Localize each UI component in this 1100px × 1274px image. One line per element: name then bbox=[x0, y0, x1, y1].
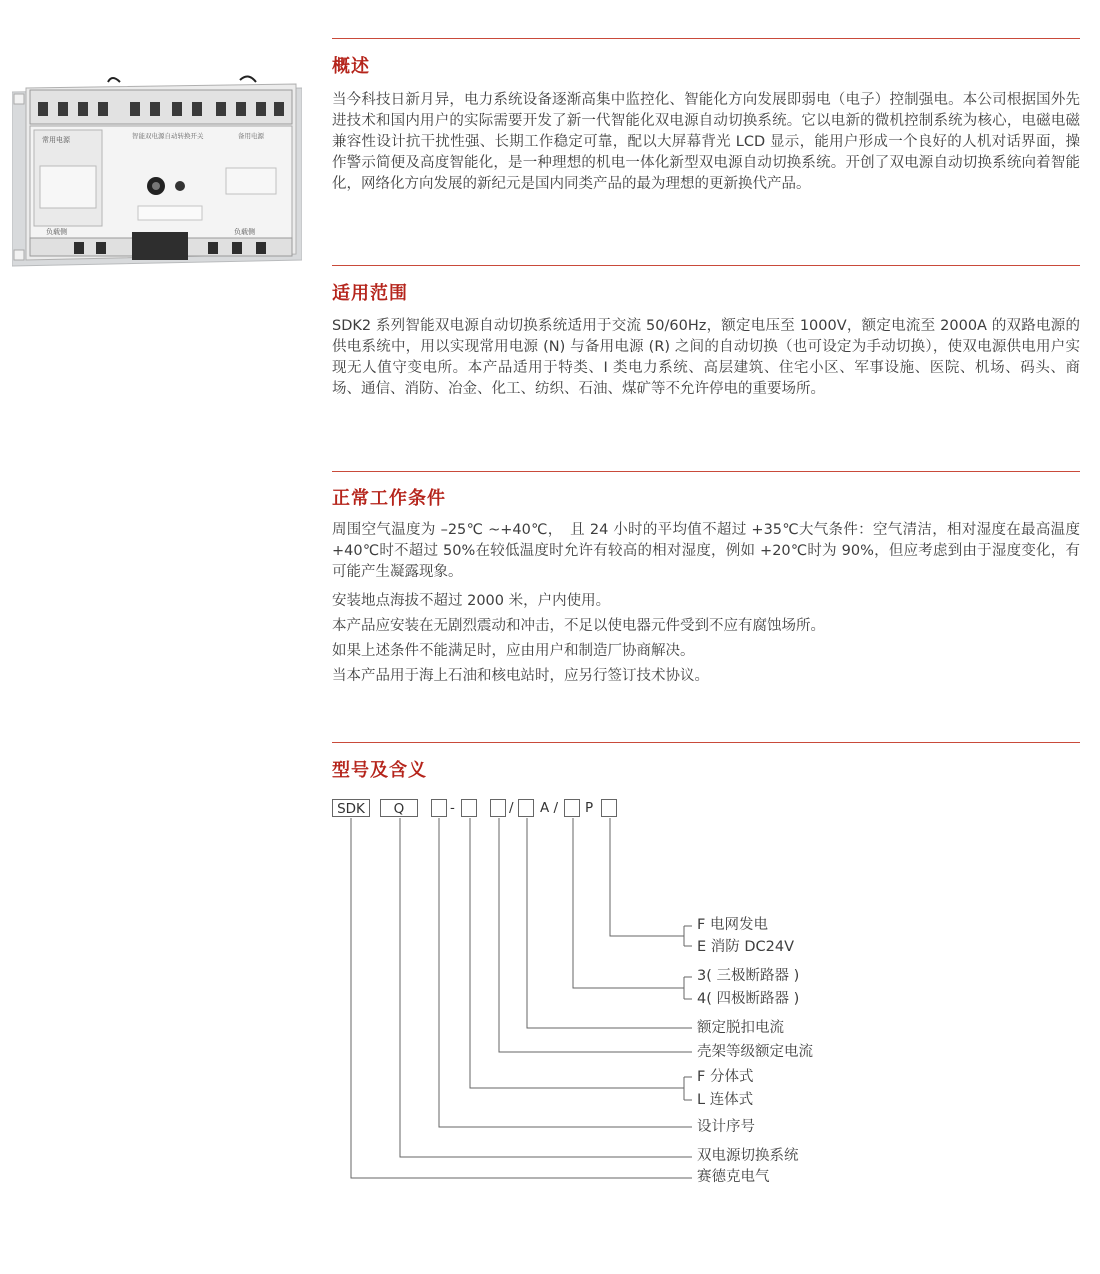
dual-power-switch-illustration bbox=[12, 74, 302, 272]
legend-item: 赛德克电气 bbox=[697, 1169, 770, 1185]
code-design-seq-box bbox=[431, 799, 447, 817]
conditions-heading: 正常工作条件 bbox=[332, 488, 446, 509]
code-q-box: Q bbox=[380, 799, 418, 817]
overview-heading: 概述 bbox=[332, 56, 370, 77]
legend-item: 额定脱扣电流 bbox=[697, 1020, 784, 1036]
section-divider bbox=[332, 471, 1080, 472]
legend-item: 4( 四极断路器 ) bbox=[697, 991, 800, 1007]
product-image bbox=[12, 74, 302, 272]
legend-item: 3( 三极断路器 ) bbox=[697, 968, 800, 984]
section-divider bbox=[332, 265, 1080, 266]
code-p: P bbox=[585, 800, 594, 816]
code-dash: - bbox=[450, 800, 455, 816]
code-frame-box bbox=[490, 799, 506, 817]
section-divider bbox=[332, 38, 1080, 39]
code-type-box bbox=[461, 799, 477, 817]
overview-text: 当今科技日新月异，电力系统设备逐渐高集中监控化、智能化方向发展即弱电（电子）控制强电。本公司根据国外先进技术和国内用户的实际需要开发了新一代智能化双电源自动切换系统。它以电新的微机控制系统为核心，电磁电磁兼容性设计抗干扰性强、长期工作稳定可靠，配以大屏幕背光 LCD 显示，能用户形成一个良好的人机对话界面，操作警示简便及高度智能化，是一种理想的机电一体化新型双电源自动切换系统。开创了双电源自动切换系统向着智能化，网络化方向发展的新纪元是国内同类产品的最为理想的更新换代产品。 bbox=[332, 92, 1080, 192]
legend-item: 设计序号 bbox=[697, 1119, 755, 1135]
legend-item: F 分体式 bbox=[697, 1069, 754, 1085]
code-a-slash: A / bbox=[540, 800, 559, 816]
code-slash: / bbox=[509, 800, 514, 816]
code-current-box bbox=[518, 799, 534, 817]
device-bottom-right-label: 负载侧 bbox=[234, 228, 255, 236]
device-title-label: 智能双电源自动转换开关 bbox=[132, 132, 204, 140]
device-bottom-left-label: 负载侧 bbox=[46, 228, 67, 236]
scope-text: SDK2 系列智能双电源自动切换系统适用于交流 50/60Hz，额定电压至 1000V，额定电流至 2000A 的双路电源的供电系统中，用以实现常用电源 (N) 与备用电源 (R) 之间的自动切换（也可设定为手动切换），使双电源供电用户实现无人值守变电所。本产品适用于特类、I 类电力系统、高层建筑、住宅小区、军事设施、医院、机场、码头、商场、通信、消防、冶金、化工、纺织、石油、煤矿等不允许停电的重要场所。 bbox=[332, 318, 1080, 397]
legend-item: F 电网发电 bbox=[697, 917, 768, 933]
legend-item: E 消防 DC24V bbox=[697, 939, 795, 955]
condition-line: 本产品应安装在无剧烈震动和冲击，不足以使电器元件受到不应有腐蚀场所。 bbox=[332, 618, 825, 634]
model-heading: 型号及含义 bbox=[332, 760, 427, 781]
scope-heading: 适用范围 bbox=[332, 283, 408, 304]
legend-item: L 连体式 bbox=[697, 1092, 754, 1108]
device-left-label: 常用电源 bbox=[42, 136, 70, 144]
code-poles-box bbox=[564, 799, 580, 817]
code-prefix-box: SDK bbox=[332, 799, 370, 817]
condition-line: 如果上述条件不能满足时，应由用户和制造厂协商解决。 bbox=[332, 643, 695, 659]
legend-item: 壳架等级额定电流 bbox=[697, 1044, 813, 1060]
code-function-box bbox=[601, 799, 617, 817]
condition-line: 安装地点海拔不超过 2000 米，户内使用。 bbox=[332, 593, 611, 609]
device-right-label: 备用电源 bbox=[238, 132, 264, 140]
section-divider bbox=[332, 742, 1080, 743]
condition-line: 当本产品用于海上石油和核电站时，应另行签订技术协议。 bbox=[332, 668, 709, 684]
conditions-text: 周围空气温度为 –25℃ ~+40℃， 且 24 小时的平均值不超过 +35℃大气条件：空气清洁，相对湿度在最高温度 +40℃时不超过 50%在较低温度时允许有较高的相对湿度，例如 +20℃时为 90%，但应考虑到由于湿度变化，有可能产生凝露现象。 bbox=[332, 522, 1080, 580]
legend-item: 双电源切换系统 bbox=[697, 1148, 799, 1164]
